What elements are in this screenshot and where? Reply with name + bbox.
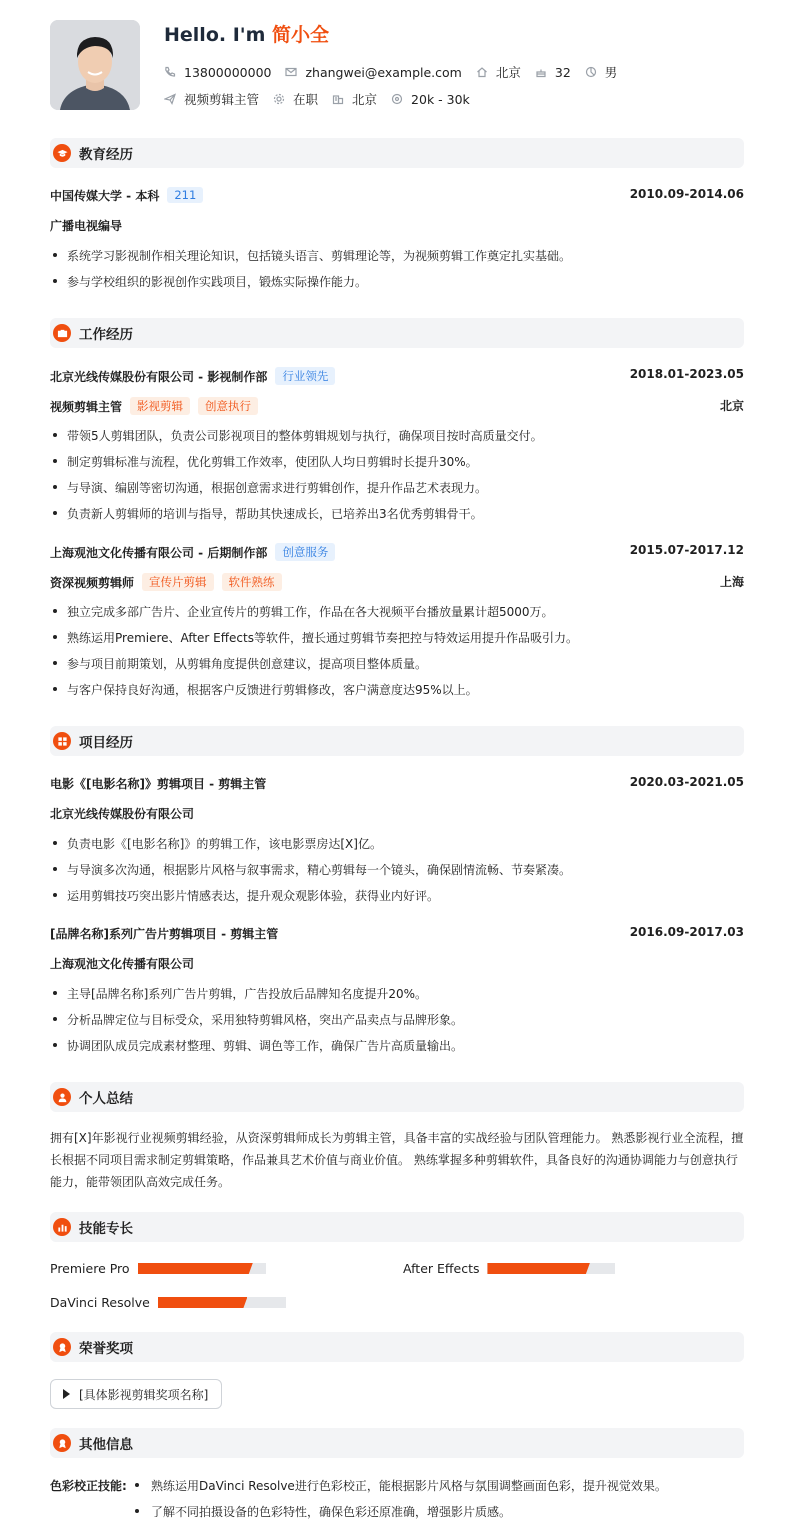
section-skills xyxy=(50,1212,744,1242)
job-role xyxy=(50,573,744,591)
list-item: 制定剪辑标准与流程，优化剪辑工作效率，使团队人均日剪辑时长提升30%。 xyxy=(50,453,744,470)
school-name: 中国传媒大学 - 本科 xyxy=(50,189,160,203)
list-item: 带领5人剪辑团队，负责公司影视项目的整体剪辑规划与执行，确保项目按时高质量交付。 xyxy=(50,427,744,444)
role-name: 视频剪辑主管 xyxy=(50,400,123,414)
salary-item xyxy=(391,92,470,107)
section-title: 项目经历 xyxy=(79,735,133,751)
list-item: 系统学习影视制作相关理论知识，包括镜头语言、剪辑理论等，为视频剪辑工作奠定扎实基础。 xyxy=(50,247,744,264)
briefcase-icon xyxy=(53,324,71,342)
section-title: 荣誉奖项 xyxy=(79,1341,133,1357)
greeting-heading xyxy=(164,20,329,47)
list-item: 主导[品牌名称]系列广告片剪辑，广告投放后品牌知名度提升20%。 xyxy=(50,985,744,1002)
skill-bar xyxy=(487,1263,615,1274)
award-icon xyxy=(53,1338,71,1356)
gender-item xyxy=(585,63,618,81)
city-item xyxy=(332,90,377,108)
play-icon xyxy=(63,1389,70,1399)
status-text: 在职 xyxy=(293,92,319,107)
list-item: 参与项目前期策划，从剪辑角度提供创意建议，提高项目整体质量。 xyxy=(50,655,744,672)
project-name: [品牌名称]系列广告片剪辑项目 - 剪辑主管 xyxy=(50,927,279,941)
company-tag: 创意服务 xyxy=(275,543,335,561)
location-item xyxy=(476,63,521,81)
section-projects xyxy=(50,726,744,756)
list-item: 独立完成多部广告片、企业宣传片的剪辑工作，作品在各大视频平台播放量累计超5000万。 xyxy=(50,603,744,620)
section-other xyxy=(50,1428,744,1458)
role-tag: 影视剪辑 xyxy=(130,397,190,415)
school-tag: 211 xyxy=(167,187,203,203)
candidate-name: 简小全 xyxy=(272,24,330,46)
summary-line: 长根据不同项目需求制定剪辑策略，作品兼具艺术价值与商业价值。 熟练掌握多种剪辑软件，具备良好的沟通协调能力与创意执行 xyxy=(50,1153,738,1167)
other-label: 色彩校正技能: xyxy=(50,1479,127,1493)
home-icon xyxy=(476,66,488,78)
award-name: [具体影视剪辑奖项名称] xyxy=(79,1387,209,1402)
job-role xyxy=(50,397,744,415)
list-item: 参与学校组织的影视创作实践项目，锻炼实际操作能力。 xyxy=(50,273,744,290)
user-icon xyxy=(53,1088,71,1106)
position-item xyxy=(164,90,259,108)
company-tag: 行业领先 xyxy=(275,367,335,385)
summary-line: 能力，能带领团队高效完成任务。 xyxy=(50,1175,231,1189)
section-work xyxy=(50,318,744,348)
building-icon xyxy=(332,93,344,105)
phone-item xyxy=(164,65,271,80)
section-title: 教育经历 xyxy=(79,147,133,163)
email-icon xyxy=(285,66,297,78)
section-title: 个人总结 xyxy=(79,1091,133,1107)
project-company: 北京光线传媒股份有限公司 xyxy=(50,807,195,821)
age-item xyxy=(535,65,571,80)
summary-line: 拥有[X]年影视行业视频剪辑经验，从资深剪辑师成长为剪辑主管，具备丰富的实战经验与团队管理能力。 熟悉影视行业全流程，擅 xyxy=(50,1131,744,1145)
graduation-cap-icon xyxy=(53,144,71,162)
skill-premiere xyxy=(50,1261,266,1276)
coin-icon xyxy=(391,93,403,105)
summary-text xyxy=(50,1127,744,1193)
email-text: zhangwei@example.com xyxy=(305,64,462,80)
skill-name: Premiere Pro xyxy=(50,1261,130,1276)
status-item xyxy=(273,90,318,108)
bar-chart-icon xyxy=(53,1218,71,1236)
skill-bar xyxy=(158,1297,286,1308)
list-item: 分析品牌定位与目标受众，采用独特剪辑风格，突出产品卖点与品牌形象。 xyxy=(50,1011,744,1028)
list-item: 与导演、编剧等密切沟通，根据创意需求进行剪辑创作，提升作品艺术表现力。 xyxy=(50,479,744,496)
job-city: 北京 xyxy=(719,399,744,413)
company-name: 上海观池文化传播有限公司 - 后期制作部 xyxy=(50,546,268,560)
section-summary xyxy=(50,1082,744,1112)
skill-name: DaVinci Resolve xyxy=(50,1295,150,1310)
section-title: 技能专长 xyxy=(79,1221,133,1237)
project-name: 电影《[电影名称]》剪辑项目 - 剪辑主管 xyxy=(50,777,267,791)
city-text: 北京 xyxy=(352,92,378,107)
gender-text: 男 xyxy=(604,65,618,80)
project-date: 2020.03-2021.05 xyxy=(629,775,744,789)
cake-icon xyxy=(535,66,547,78)
skill-bar-fill xyxy=(138,1263,253,1274)
role-tag: 软件熟练 xyxy=(222,573,282,591)
position-text: 视频剪辑主管 xyxy=(184,92,260,107)
gender-icon xyxy=(585,66,597,78)
project-company: 上海观池文化传播有限公司 xyxy=(50,957,195,971)
send-icon xyxy=(164,93,176,105)
role-tag: 创意执行 xyxy=(198,397,258,415)
skill-davinci xyxy=(50,1295,286,1310)
company-name: 北京光线传媒股份有限公司 - 影视制作部 xyxy=(50,370,268,384)
phone-text: 13800000000 xyxy=(184,64,272,80)
job-date: 2018.01-2023.05 xyxy=(629,367,744,381)
skill-after-effects xyxy=(403,1261,615,1276)
job-city: 上海 xyxy=(719,575,744,589)
job-date: 2015.07-2017.12 xyxy=(629,543,744,557)
award-toggle[interactable] xyxy=(50,1379,222,1409)
section-title: 其他信息 xyxy=(79,1437,133,1453)
skill-bar-fill xyxy=(487,1263,589,1274)
role-tag: 宣传片剪辑 xyxy=(142,573,214,591)
list-item: 协调团队成员完成素材整理、剪辑、调色等工作，确保广告片高质量输出。 xyxy=(50,1037,744,1054)
section-title: 工作经历 xyxy=(79,327,133,343)
role-name: 资深视频剪辑师 xyxy=(50,576,135,590)
skill-name: After Effects xyxy=(403,1261,480,1276)
salary-text: 20k - 30k xyxy=(411,91,470,107)
list-item: 熟练运用DaVinci Resolve进行色彩校正，能根据影片风格与氛围调整画面色彩，提升视觉效果。 xyxy=(133,1477,667,1494)
greeting-text: Hello. I'm xyxy=(164,24,266,46)
list-item: 负责电影《[电影名称]》的剪辑工作，该电影票房达[X]亿。 xyxy=(50,835,744,852)
list-item: 运用剪辑技巧突出影片情感表达，提升观众观影体验，获得业内好评。 xyxy=(50,887,744,904)
phone-icon xyxy=(164,66,176,78)
grid-icon xyxy=(53,732,71,750)
skill-bar xyxy=(138,1263,266,1274)
job-intent-row xyxy=(164,90,484,108)
list-item: 熟练运用Premiere、After Effects等软件，擅长通过剪辑节奏把控与特效运用提升作品吸引力。 xyxy=(50,629,744,646)
age-text: 32 xyxy=(554,64,571,80)
location-text: 北京 xyxy=(495,65,521,80)
list-item: 与客户保持良好沟通，根据客户反馈进行剪辑修改，客户满意度达95%以上。 xyxy=(50,681,744,698)
education-major: 广播电视编导 xyxy=(50,219,123,233)
project-date: 2016.09-2017.03 xyxy=(629,925,744,939)
award-icon xyxy=(53,1434,71,1452)
email-item xyxy=(285,65,461,80)
section-education xyxy=(50,138,744,168)
list-item: 了解不同拍摄设备的色彩特性，确保色彩还原准确，增强影片质感。 xyxy=(133,1503,511,1520)
education-date: 2010.09-2014.06 xyxy=(629,187,744,201)
skill-bar-fill xyxy=(158,1297,248,1308)
list-item: 负责新人剪辑师的培训与指导，帮助其快速成长，已培养出3名优秀剪辑骨干。 xyxy=(50,505,744,522)
list-item: 与导演多次沟通，根据影片风格与叙事需求，精心剪辑每一个镜头，确保剧情流畅、节奏紧凑。 xyxy=(50,861,744,878)
gear-icon xyxy=(273,93,285,105)
section-awards xyxy=(50,1332,744,1362)
contact-row xyxy=(164,63,631,81)
avatar xyxy=(50,20,140,110)
